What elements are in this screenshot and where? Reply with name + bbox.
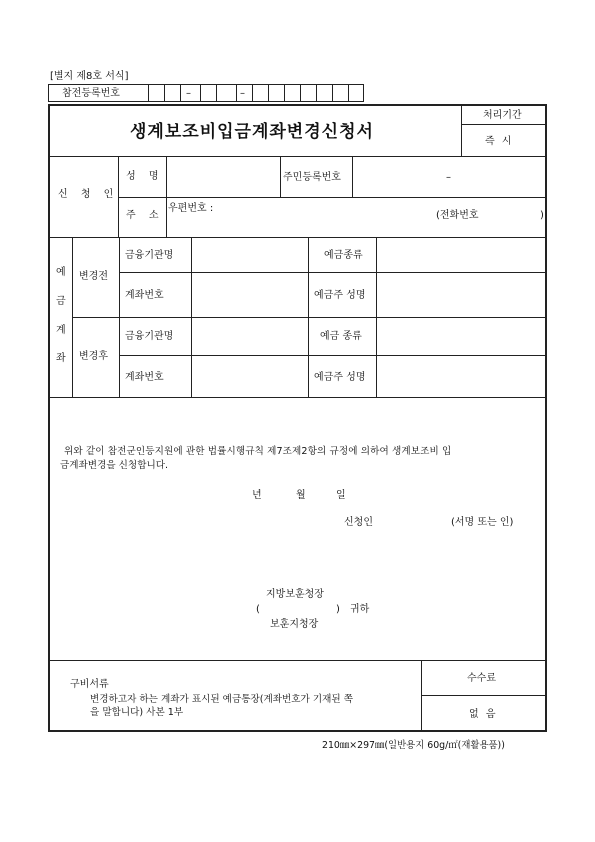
office-paren-close: ) bbox=[336, 604, 340, 615]
account-section-char: 좌 bbox=[56, 353, 66, 364]
before-account-number-label: 계좌번호 bbox=[125, 290, 164, 301]
address-label: 주 소 bbox=[126, 210, 164, 221]
applicant-sign-label: 신청인 bbox=[344, 517, 373, 528]
postal-code-label: 우편번호 : bbox=[168, 203, 214, 214]
fee-value: 없 음 bbox=[469, 709, 498, 720]
account-section-char: 금 bbox=[56, 296, 66, 307]
account-section-char: 예 bbox=[56, 267, 66, 278]
registration-number-label: 참전등록번호 bbox=[62, 88, 120, 99]
phone-close-paren: ) bbox=[540, 210, 544, 221]
date-day-label: 일 bbox=[336, 490, 346, 501]
regional-office-label: 지방보훈청장 bbox=[266, 589, 324, 600]
before-bank-field[interactable] bbox=[192, 239, 307, 271]
page-title: 생계보조비입금계좌변경신청서 bbox=[130, 122, 374, 142]
required-documents-line-2: 을 말합니다) 사본 1부 bbox=[90, 707, 184, 718]
registration-dash: – bbox=[186, 88, 191, 99]
required-documents-title: 구비서류 bbox=[70, 679, 109, 690]
after-account-number-label: 계좌번호 bbox=[125, 372, 164, 383]
phone-label: (전화번호 bbox=[436, 210, 479, 221]
after-holder-label: 예금주 성명 bbox=[314, 372, 366, 383]
signature-label: (서명 또는 인) bbox=[451, 517, 514, 528]
declaration-line-2: 금계좌변경을 신청합니다. bbox=[60, 460, 169, 471]
registration-dash: – bbox=[240, 88, 245, 99]
before-holder-field[interactable] bbox=[377, 273, 544, 316]
declaration-line-1: 위와 같이 참전군인등지원에 관한 법률시행규칙 제7조제2항의 규정에 의하여 생계보조비 입 bbox=[64, 446, 452, 457]
name-field[interactable] bbox=[167, 158, 279, 196]
resident-number-dash: – bbox=[446, 172, 451, 183]
before-holder-label: 예금주 성명 bbox=[314, 290, 366, 301]
required-documents-line-1: 변경하고자 하는 계좌가 표시된 예금통장(계좌번호가 기재된 쪽 bbox=[90, 694, 353, 705]
date-year-label: 년 bbox=[252, 490, 262, 501]
office-suffix: 귀하 bbox=[350, 604, 370, 615]
resident-number-label: 주민등록번호 bbox=[283, 172, 341, 183]
applicant-section-label: 신 청 인 bbox=[58, 189, 119, 200]
account-section-char: 계 bbox=[56, 325, 66, 336]
after-holder-field[interactable] bbox=[377, 356, 544, 396]
processing-period-label: 처리기간 bbox=[483, 110, 522, 121]
name-label: 성 명 bbox=[126, 171, 164, 182]
address-field[interactable] bbox=[167, 198, 544, 236]
after-type-label: 예금 종류 bbox=[320, 331, 362, 342]
before-type-label: 예금종류 bbox=[324, 250, 363, 261]
before-change-label: 변경전 bbox=[79, 271, 108, 282]
processing-period-value: 즉 시 bbox=[485, 136, 514, 147]
date-month-label: 월 bbox=[296, 490, 306, 501]
branch-office-label: 보훈지청장 bbox=[270, 619, 319, 630]
fee-label: 수수료 bbox=[467, 673, 496, 684]
paper-spec-footer: 210㎜×297㎜(일반용지 60g/㎡(재활용품)) bbox=[322, 740, 505, 751]
after-type-field[interactable] bbox=[377, 318, 544, 354]
before-bank-label: 금융기관명 bbox=[125, 250, 174, 261]
after-account-number-field[interactable] bbox=[192, 356, 307, 396]
after-change-label: 변경후 bbox=[79, 351, 108, 362]
before-type-field[interactable] bbox=[377, 239, 544, 271]
form-number-label: [별지 제8호 서식] bbox=[50, 71, 129, 82]
after-bank-field[interactable] bbox=[192, 318, 307, 354]
before-account-number-field[interactable] bbox=[192, 273, 307, 316]
office-paren-open: ( bbox=[256, 604, 260, 615]
after-bank-label: 금융기관명 bbox=[125, 331, 174, 342]
